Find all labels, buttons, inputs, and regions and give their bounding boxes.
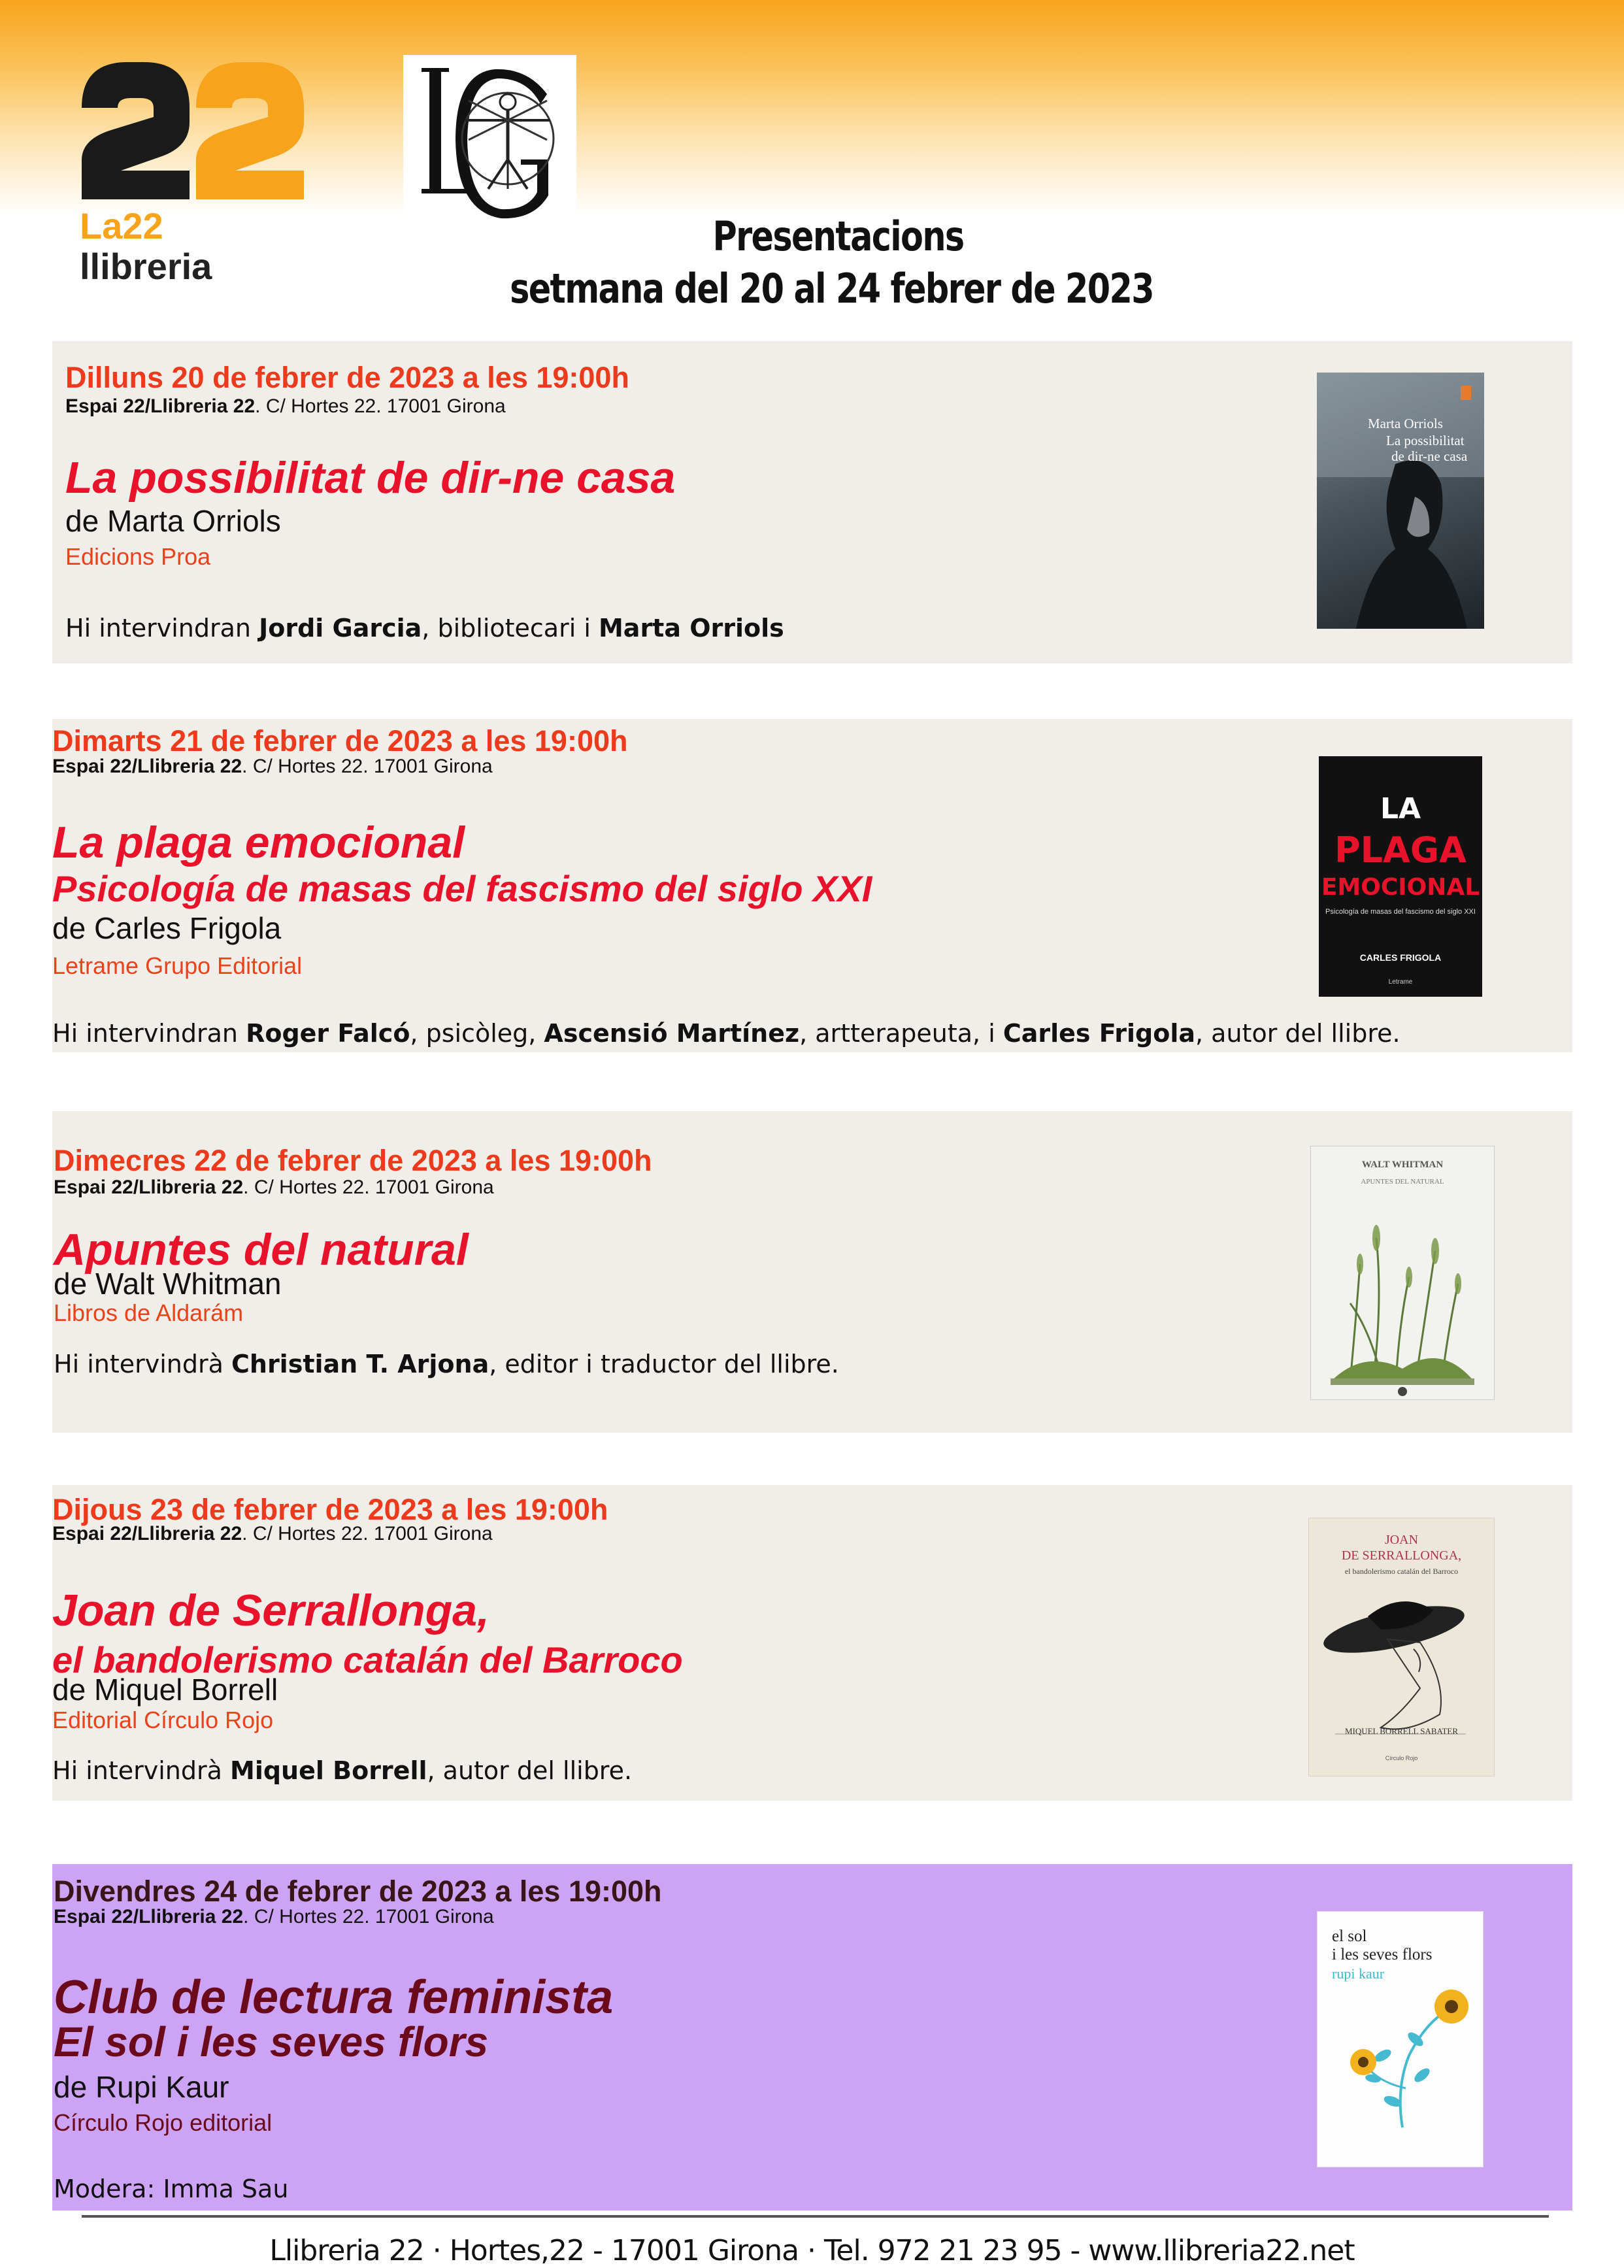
la22-logo-mark [82, 62, 304, 199]
book-title: Club de lectura feminista [54, 1971, 614, 2024]
cover-title: APUNTES DEL NATURAL [1361, 1178, 1444, 1186]
event-speakers: Hi intervindrà Miquel Borrell, autor del llibre. [52, 1756, 633, 1785]
book-title: La plaga emocional [52, 818, 465, 867]
event-card-friday [52, 1864, 1572, 2210]
book-cover-image [1310, 1146, 1495, 1400]
event-speakers: Hi intervindran Jordi Garcia, bibliotecari i Marta Orriols [65, 614, 784, 642]
page-subtitle: setmana del 20 al 24 febrer de 2023 [510, 265, 1153, 312]
cover-title-1: LA [1380, 792, 1421, 825]
event-date: Divendres 24 de febrer de 2023 a les 19:00h [54, 1875, 662, 1908]
event-venue: Espai 22/Llibreria 22. C/ Hortes 22. 17001 Girona [52, 756, 493, 777]
event-card-tuesday [52, 719, 1572, 1052]
book-author: de Miquel Borrell [52, 1673, 278, 1707]
footer-divider [82, 2215, 1549, 2218]
book-title: Joan de Serrallonga, [52, 1586, 489, 1635]
event-card-wednesday [52, 1111, 1572, 1433]
lg-vitruvian-logo [403, 55, 576, 233]
event-venue: Espai 22/Llibreria 22. C/ Hortes 22. 17001 Girona [65, 395, 506, 417]
event-date: Dimecres 22 de febrer de 2023 a les 19:00h [54, 1144, 652, 1177]
cover-author: MIQUEL BORRELL SABATER [1344, 1726, 1459, 1736]
event-date: Dimarts 21 de febrer de 2023 a les 19:00h [52, 724, 628, 758]
book-author: de Walt Whitman [54, 1267, 282, 1301]
footer-contact: Llibreria 22 · Hortes,22 - 17001 Girona · Tel. 972 21 23 95 - www.llibreria22.net [269, 2234, 1355, 2267]
book-title: La possibilitat de dir-ne casa [65, 453, 676, 503]
cover-author: rupi kaur [1332, 1965, 1385, 1982]
book-publisher: Editorial Círculo Rojo [52, 1707, 274, 1733]
cover-subtitle: Psicología de masas del fascismo del siglo XXI [1325, 908, 1476, 916]
book-author: de Rupi Kaur [54, 2070, 229, 2104]
book-cover-image [1317, 373, 1484, 629]
event-venue: Espai 22/Llibreria 22. C/ Hortes 22. 17001 Girona [54, 1906, 494, 1927]
book-title: Apuntes del natural [54, 1225, 469, 1275]
book-cover-image [1317, 1911, 1483, 2167]
book-author: de Marta Orriols [65, 504, 281, 538]
event-speakers: Hi intervindrà Christian T. Arjona, editor i traductor del llibre. [54, 1350, 839, 1378]
cover-title-1: JOAN [1384, 1533, 1419, 1547]
book-cover-image [1319, 756, 1482, 997]
page-title: Presentacions [712, 212, 964, 260]
book-subtitle: el bandolerismo catalán del Barroco [52, 1639, 683, 1680]
cover-title-3: EMOCIONAL [1321, 874, 1480, 901]
cover-author: Marta Orriols [1368, 416, 1443, 431]
cover-author: CARLES FRIGOLA [1359, 952, 1442, 963]
event-card-thursday [52, 1485, 1572, 1801]
cover-publisher: Círculo Rojo [1385, 1755, 1418, 1761]
cover-publisher: Letrame [1388, 978, 1413, 986]
event-date: Dijous 23 de febrer de 2023 a les 19:00h [52, 1493, 608, 1526]
logo-text-llibreria: llibreria [80, 246, 212, 287]
cover-title-1: La possibilitat [1386, 433, 1465, 448]
event-date: Dilluns 20 de febrer de 2023 a les 19:00h [65, 361, 629, 394]
cover-subtitle: el bandolerismo catalán del Barroco [1344, 1567, 1459, 1576]
cover-title-2: PLAGA [1334, 829, 1467, 871]
book-subtitle: Psicología de masas del fascismo del siglo XXI [52, 868, 872, 909]
book-publisher: Letrame Grupo Editorial [52, 952, 303, 979]
book-publisher: Libros de Aldarám [54, 1299, 244, 1326]
cover-title-2: DE SERRALLONGA, [1341, 1548, 1462, 1563]
book-publisher: Círculo Rojo editorial [54, 2109, 273, 2136]
event-venue: Espai 22/Llibreria 22. C/ Hortes 22. 17001 Girona [52, 1523, 493, 1544]
event-speakers: Hi intervindran Roger Falcó, psicòleg, Ascensió Martínez, artterapeuta, i Carles Frigola, autor del llibre. [52, 1019, 1400, 1048]
cover-author: WALT WHITMAN [1361, 1159, 1444, 1170]
book-author: de Carles Frigola [52, 911, 282, 945]
book-subtitle: El sol i les seves flors [54, 2018, 489, 2065]
cover-title-2: de dir-ne casa [1391, 448, 1468, 464]
cover-title-1: el sol [1332, 1927, 1367, 1945]
book-cover-image [1308, 1518, 1495, 1776]
logo-text-la22: La22 [80, 205, 163, 246]
event-moderator: Modera: Imma Sau [54, 2175, 289, 2203]
cover-title-2: i les seves flors [1332, 1946, 1433, 1963]
event-venue: Espai 22/Llibreria 22. C/ Hortes 22. 17001 Girona [54, 1176, 494, 1198]
event-card-monday [52, 341, 1572, 663]
book-publisher: Edicions Proa [65, 543, 211, 570]
